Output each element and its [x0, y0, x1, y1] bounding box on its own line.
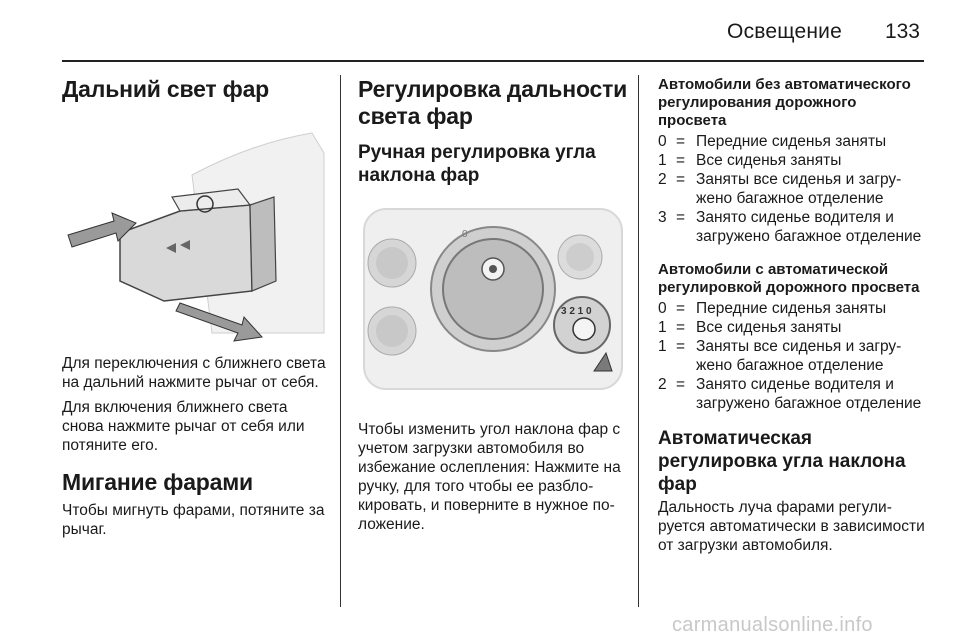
subheading-manual: Ручная регулировка угла наклона фар [358, 142, 596, 186]
para-low-beam: Для включения ближнего света снова нажмите рычаг от себя или потяните его. [62, 399, 305, 454]
list-item: 2 = Занято сиденье водителя и загружено багажное отделение [658, 376, 922, 412]
column-3 [658, 76, 926, 555]
list-item: 2 = Заняты все сиденья и загружено багажное отделение [658, 171, 902, 207]
column-2 [358, 76, 628, 534]
para-auto-adjust: Дальность луча фарами регулируется автоматически в зависимости от загрузки автомобиля. [658, 499, 925, 554]
column-divider-2 [638, 75, 639, 607]
dial-zero-label: 0 [462, 229, 468, 240]
heading-auto-adjust: Автоматическая регулировка угла наклона фар [658, 428, 906, 495]
para-flash: Чтобы мигнуть фарами, потяните за рычаг. [62, 502, 325, 538]
list-item: 1 = Заняты все сиденья и загружено багажное отделение [658, 338, 902, 374]
list-no-auto-level [658, 132, 926, 246]
list-item: 1 = Все сиденья заняты [658, 152, 842, 169]
list-item: 0 = Передние сиденья заняты [658, 133, 887, 150]
heading-high-beam: Дальний свет фар [62, 76, 270, 102]
watermark: carmanualsonline.info [672, 614, 873, 636]
dial-scale-label: 3 2 1 0 [561, 306, 592, 317]
para-manual-adjust: Чтобы изменить угол наклона фар с учетом загрузки автомобиля во избежание ослепления: Нажмите на ручку, для того чтобы ее разблокировать, и поверните в нужное положение. [358, 421, 621, 533]
dial-illustration [358, 201, 628, 401]
para-high-beam: Для переключения с ближнего света на дальний нажмите рычаг от себя. [62, 355, 326, 391]
header-rule [62, 60, 924, 62]
page-header [0, 0, 960, 62]
page-number: 133 [884, 20, 920, 43]
heading-no-auto-level: Автомобили без автоматического регулирования дорожного просвета [658, 76, 911, 129]
list-auto-level [658, 299, 926, 413]
list-item: 0 = Передние сиденья заняты [658, 300, 887, 317]
heading-flash: Мигание фарами [62, 469, 253, 495]
column-1 [62, 76, 330, 539]
list-item: 3 = Занято сиденье водителя и загружено багажное отделение [658, 209, 922, 245]
heading-auto-level: Автомобили с автоматической регулировкой дорожного просвета [658, 261, 920, 296]
list-item: 1 = Все сиденья заняты [658, 319, 842, 336]
stalk-illustration [62, 113, 330, 343]
heading-beam-range: Регулировка дальности света фар [358, 76, 628, 129]
column-divider-1 [340, 75, 341, 607]
section-title: Освещение [727, 20, 842, 43]
